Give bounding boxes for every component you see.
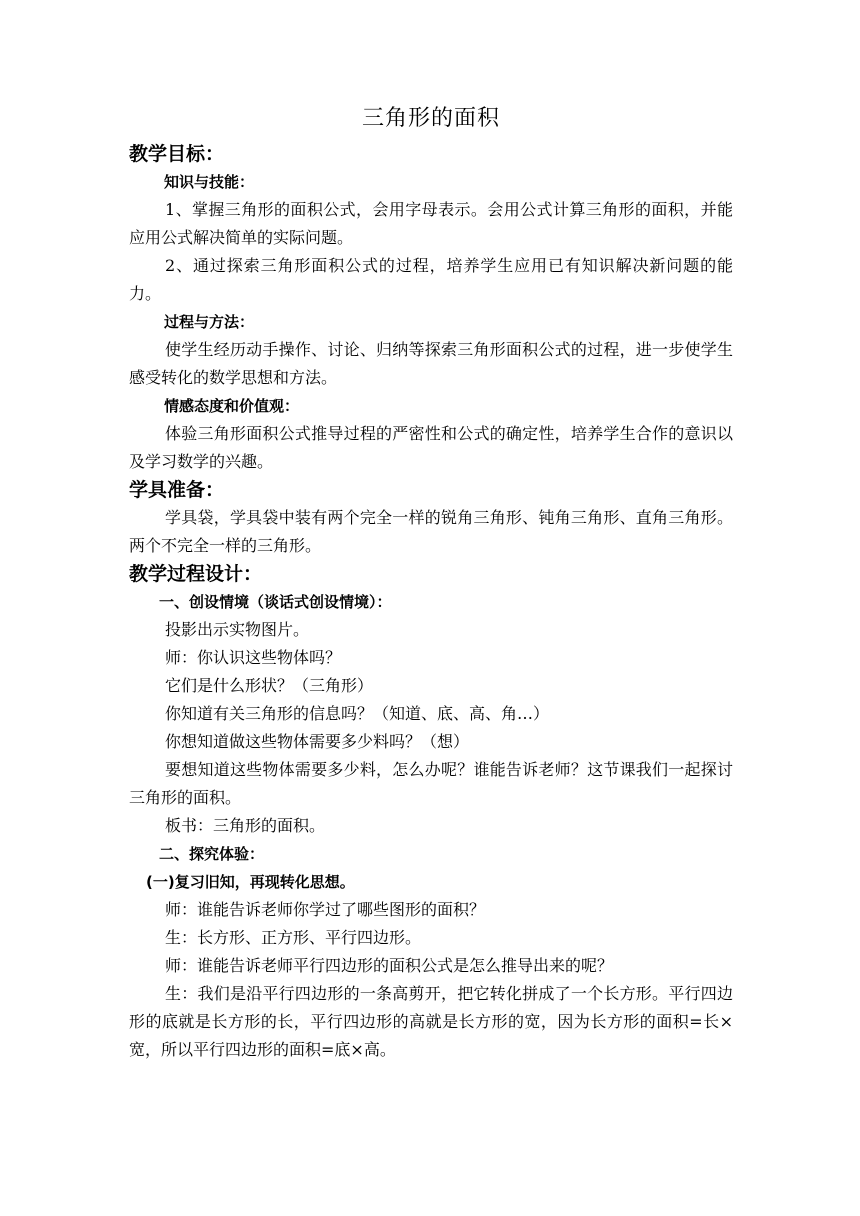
section-heading-materials: 学具准备： (129, 479, 225, 501)
paragraph-process-1: 使学生经历动手操作、讨论、归纳等探索三角形面积公式的过程，进一步使学生感受转化的数学思想和方法。 (129, 340, 733, 387)
line-part2-2: 生：长方形、正方形、平行四边形。 (165, 928, 422, 947)
line-part1-1: 投影出示实物图片。 (165, 620, 310, 639)
paragraph-part1-6: 要想知道这些物体需要多少料，怎么办呢？谁能告诉老师？这节课我们一起探讨三角形的面积。 (129, 760, 733, 807)
subheading-knowledge: 知识与技能： (164, 173, 255, 191)
paragraph-attitude-1: 体验三角形面积公式推导过程的严密性和公式的确定性，培养学生合作的意识以及学习数学的兴趣。 (129, 424, 733, 471)
line-part2-3: 师：谁能告诉老师平行四边形的面积公式是怎么推导出来的呢？ (165, 956, 614, 975)
document-title: 三角形的面积 (361, 106, 500, 131)
subheading-process: 过程与方法： (164, 313, 255, 331)
paragraph-knowledge-2: 2、通过探索三角形面积公式的过程，培养学生应用已有知识解决新问题的能力。 (129, 256, 733, 303)
section-heading-goals: 教学目标： (129, 143, 225, 165)
paragraph-materials-1: 学具袋，学具袋中装有两个完全一样的锐角三角形、钝角三角形、直角三角形。两个不完全一样的三角形。 (129, 508, 733, 555)
section-heading-design: 教学过程设计： (129, 563, 263, 585)
line-part1-5: 你想知道做这些物体需要多少料吗？（想） (165, 732, 470, 751)
subheading-attitude: 情感态度和价值观： (164, 397, 300, 415)
document-body (129, 104, 733, 1064)
line-part1-3: 它们是什么形状？（三角形） (165, 676, 374, 695)
line-part1-2: 师：你认识这些物体吗？ (165, 648, 342, 667)
subheading-part2: 二、探究体验： (159, 845, 265, 863)
line-part1-4: 你知道有关三角形的信息吗？（知道、底、高、角…） (165, 704, 550, 723)
paragraph-knowledge-1: 1、掌握三角形的面积公式，会用字母表示。会用公式计算三角形的面积，并能应用公式解决简单的实际问题。 (129, 200, 733, 247)
line-part1-7: 板书：三角形的面积。 (165, 816, 326, 835)
line-part2-1: 师：谁能告诉老师你学过了哪些图形的面积？ (165, 900, 486, 919)
paragraph-part2-4: 生：我们是沿平行四边形的一条高剪开，把它转化拼成了一个长方形。平行四边形的底就是长方形的长，平行四边形的高就是长方形的宽，因为长方形的面积=长×宽，所以平行四边形的面积=底×高。 (129, 984, 733, 1059)
subheading-part2-sub1: (一)复习旧知，再现转化思想。 (146, 873, 355, 891)
subheading-part1: 一、创设情境（谈话式创设情境）： (159, 593, 392, 611)
